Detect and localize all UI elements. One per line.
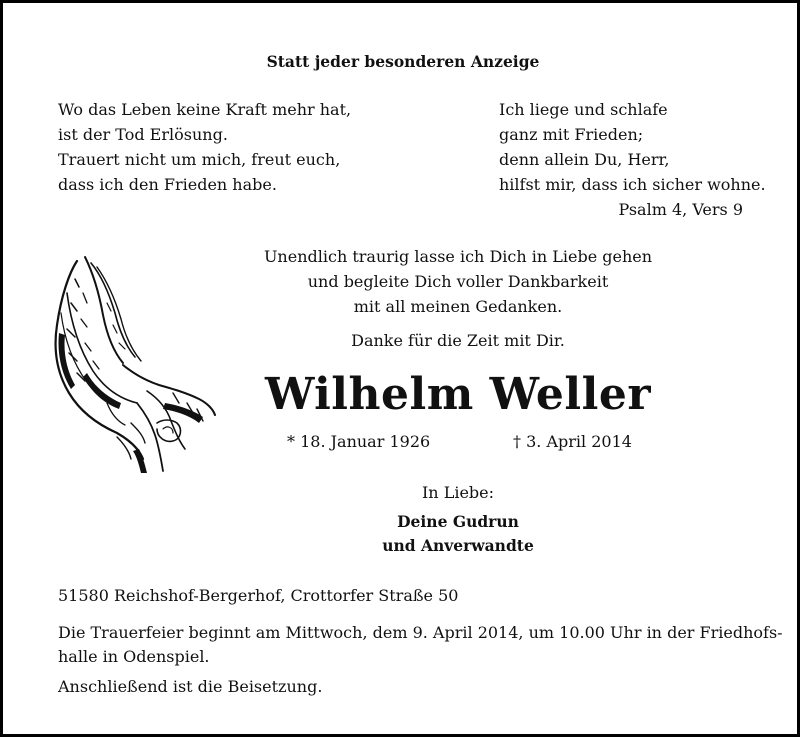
poem-left-line: dass ich den Frieden habe.	[58, 175, 277, 194]
poem-left-line: Wo das Leben keine Kraft mehr hat,	[58, 100, 352, 119]
farewell-line: und begleite Dich voller Dankbarkeit	[307, 272, 609, 291]
ceremony-line: Die Trauerfeier beginnt am Mittwoch, dem 9. April 2014, um 10.00 Uhr in der Friedhofs-	[58, 623, 783, 642]
family-signature	[203, 510, 713, 558]
praying-hands-icon	[47, 253, 219, 475]
farewell-line: mit all meinen Gedanken.	[353, 297, 563, 316]
ceremony-line: halle in Odenspiel.	[58, 647, 210, 666]
birth-date: * 18. Januar 1926	[287, 432, 431, 451]
ceremony-info	[58, 621, 783, 669]
poem-right-line: denn allein Du, Herr,	[499, 150, 670, 169]
psalm-reference: Psalm 4, Vers 9	[618, 200, 743, 219]
address-line: 51580 Reichshof-Bergerhof, Crottorfer Straße 50	[58, 586, 459, 605]
poem-right-line: hilfst mir, dass ich sicher wohne.	[499, 175, 766, 194]
farewell-verse	[203, 244, 713, 319]
family-line: und Anverwandte	[382, 536, 534, 555]
poem-right-line: ganz mit Frieden;	[499, 125, 644, 144]
farewell-line: Unendlich traurig lasse ich Dich in Liebe gehen	[263, 247, 653, 266]
burial-info: Anschließend ist die Beisetzung.	[58, 677, 323, 696]
notice-heading: Statt jeder besonderen Anzeige	[266, 52, 540, 71]
deceased-name: Wilhelm Weller	[264, 369, 652, 420]
poem-right-line: Ich liege und schlafe	[499, 100, 668, 119]
family-line: Deine Gudrun	[397, 512, 519, 531]
death-date: † 3. April 2014	[513, 432, 632, 451]
poem-right	[499, 97, 766, 197]
poem-left-line: ist der Tod Erlösung.	[58, 125, 228, 144]
in-love-label: In Liebe:	[421, 483, 495, 502]
thanks-line: Danke für die Zeit mit Dir.	[351, 331, 565, 350]
poem-left-line: Trauert nicht um mich, freut euch,	[58, 150, 341, 169]
poem-left	[58, 97, 351, 197]
